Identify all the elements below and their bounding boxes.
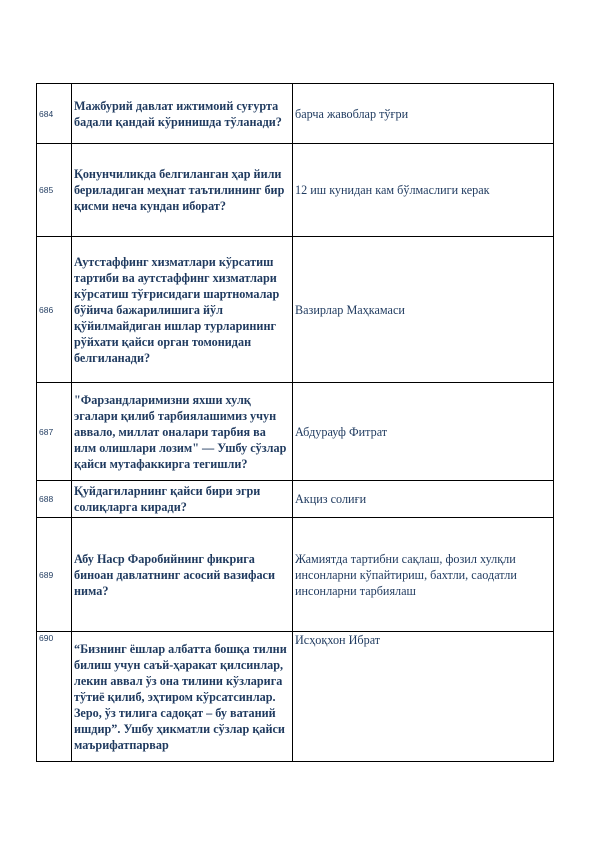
row-number: 689: [37, 518, 72, 632]
questions-table: [36, 83, 554, 762]
row-number: 686: [37, 237, 72, 383]
answer-cell: Вазирлар Маҳкамаси: [293, 237, 554, 383]
table-row: [37, 84, 554, 144]
table-row: [37, 481, 554, 518]
row-number: 685: [37, 144, 72, 237]
question-cell: Мажбурий давлат ижтимоий суғурта бадали қандай кўринишда тўланади?: [72, 84, 293, 144]
answer-cell: Исҳоқхон Ибрат: [293, 632, 554, 762]
question-cell: “Бизнинг ёшлар албатта бошқа тилни билиш учун саъй-ҳаракат қилсинлар, лекин аввал ўз она тилини кўзларига тўтиё қилиб, эҳтиром кўрсатсинлар. Зеро, ўз тилига садоқат – бу ватаний ишдир”. Ушбу ҳикматли сўзлар қайси маърифатпарвар: [72, 632, 293, 762]
answer-cell: Жамиятда тартибни сақлаш, фозил хулқли инсонларни кўпайтириш, бахтли, саодатли инсонларни тарбиялаш: [293, 518, 554, 632]
answer-cell: 12 иш кунидан кам бўлмаслиги керак: [293, 144, 554, 237]
table-row: [37, 518, 554, 632]
row-number: 684: [37, 84, 72, 144]
answer-cell: барча жавоблар тўғри: [293, 84, 554, 144]
table-row: [37, 632, 554, 762]
row-number: 687: [37, 383, 72, 481]
row-number: 690: [37, 632, 72, 762]
row-number: 688: [37, 481, 72, 518]
answer-cell: Акциз солиғи: [293, 481, 554, 518]
question-cell: Қонунчиликда белгиланган ҳар йили бериладиган меҳнат таътилининг бир қисми неча кундан иборат?: [72, 144, 293, 237]
answer-cell: Абдурауф Фитрат: [293, 383, 554, 481]
question-cell: Аутстаффинг хизматлари кўрсатиш тартиби ва аутстаффинг хизматлари кўрсатиш тўғрисидаги шартномалар бўйича бажарилишига йўл қўйилмайдиган ишлар турларининг рўйхати қайси орган томонидан белгиланади?: [72, 237, 293, 383]
question-cell: Қуйдагиларнинг қайси бири эгри солиқларга киради?: [72, 481, 293, 518]
table-row: [37, 144, 554, 237]
question-cell: Абу Наср Фаробийнинг фикрига биноан давлатнинг асосий вазифаси нима?: [72, 518, 293, 632]
question-cell: "Фарзандларимизни яхши хулқ эгалари қилиб тарбиялашимиз учун аввало, миллат оналари тарбия ва илм олишлари лозим" — Ушбу сўзлар қайси мутафаккирга тегишли?: [72, 383, 293, 481]
table-row: [37, 237, 554, 383]
table-row: [37, 383, 554, 481]
